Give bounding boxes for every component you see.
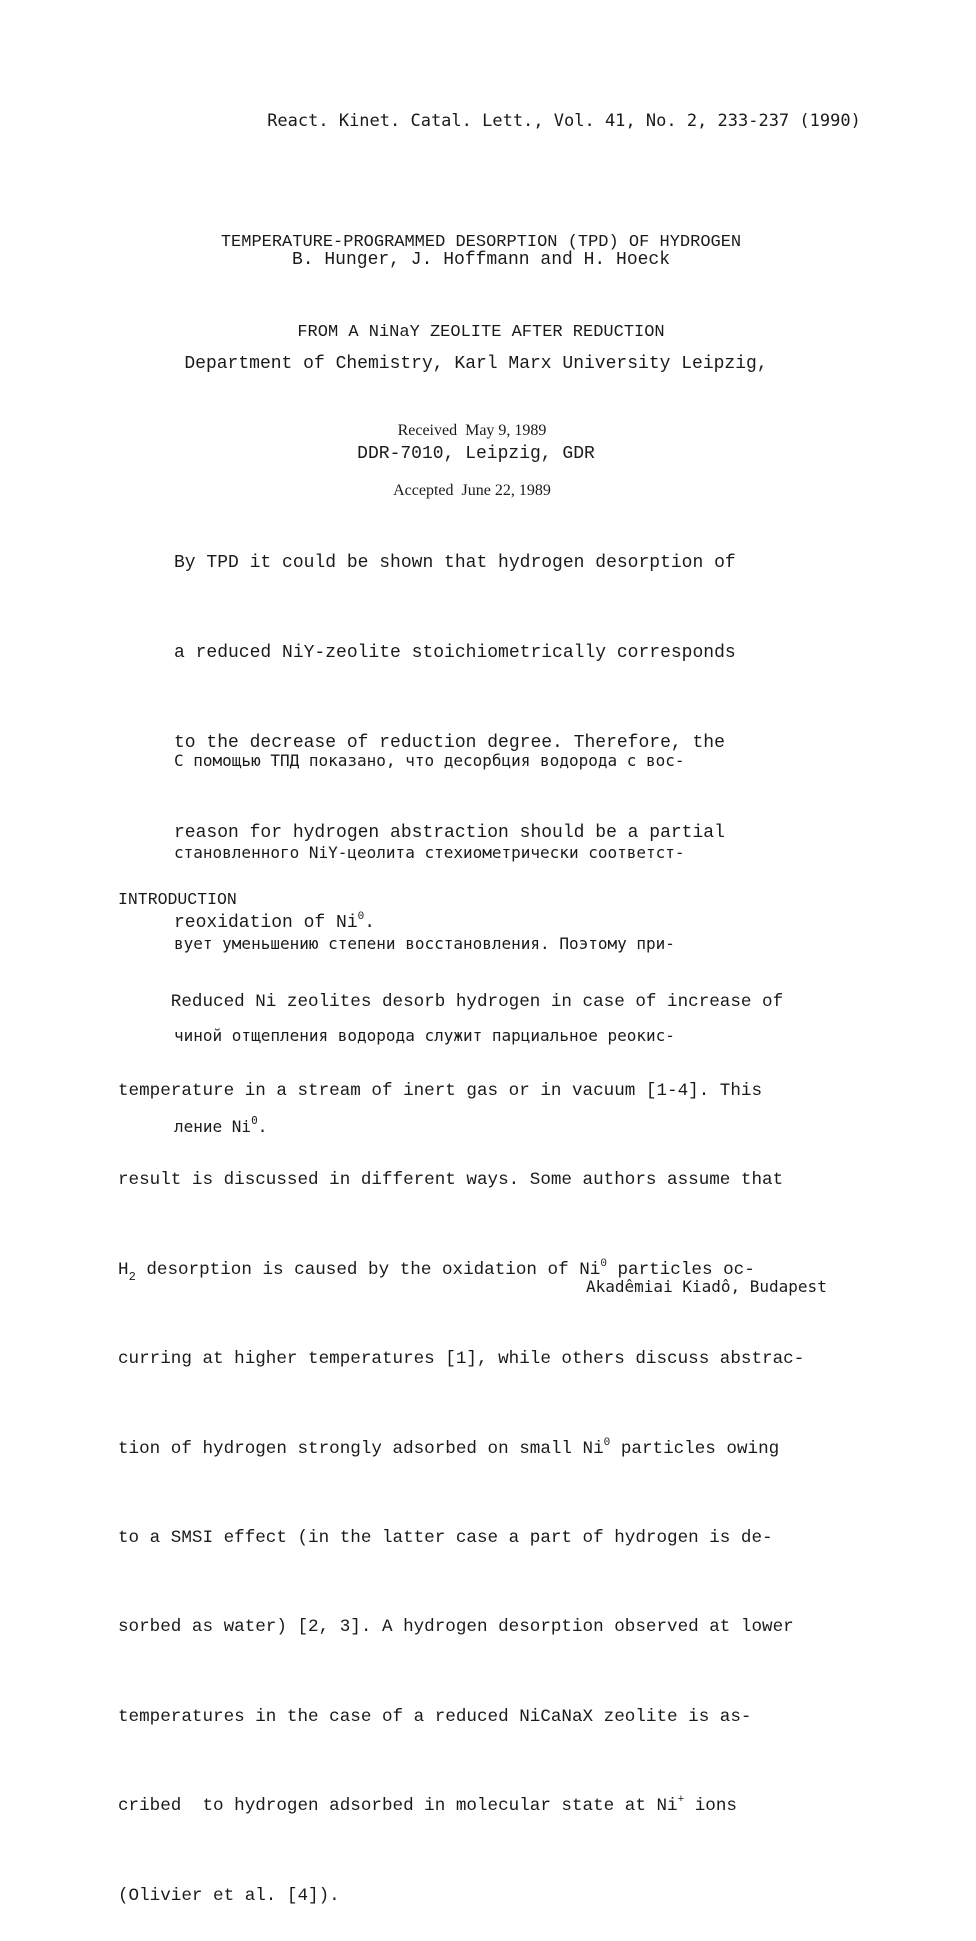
text-run: desorption is caused by the oxidation of Ni [135, 1259, 601, 1280]
intro-line: temperatures in the case of a reduced NiCaNaX zeolite is as- [118, 1706, 752, 1727]
superscript: 0 [603, 1436, 611, 1449]
text-run: particles oc- [606, 1259, 755, 1280]
title-line-1: TEMPERATURE-PROGRAMMED DESORPTION (TPD) OF HYDROGEN [220, 233, 742, 252]
title-line-2: FROM A NiNaY ZEOLITE AFTER REDUCTION [297, 323, 665, 342]
text-run: cribed to hydrogen adsorbed in molecular state at Ni [118, 1796, 678, 1817]
text-run: ions [684, 1796, 737, 1817]
affiliation-line-1: Department of Chemistry, Karl Marx University Leipzig, [184, 354, 768, 374]
superscript: 0 [600, 1257, 607, 1270]
intro-line [118, 1792, 804, 1822]
superscript: 0 [357, 911, 365, 923]
intro-line: curring at higher temperatures [1], while others discuss abstrac- [118, 1349, 805, 1370]
intro-line: to a SMSI effect (in the latter case a part of hydrogen is de- [118, 1527, 773, 1548]
superscript: 0 [251, 1114, 258, 1127]
superscript: + [677, 1794, 685, 1807]
abstract-en-line: By TPD it could be shown that hydrogen desorption of [174, 553, 736, 573]
abstract-ru-line: С помощью ТПД показано, что десорбция водорода с вос- [174, 751, 685, 770]
text-run: ление Ni [174, 1117, 252, 1136]
accepted-date: Accepted June 22, 1989 [393, 482, 551, 499]
text-run: H [118, 1259, 129, 1280]
section-heading: INTRODUCTION [118, 890, 237, 909]
intro-line [118, 1435, 804, 1465]
abstract-ru-line: вует уменьшению степени восстановления. Поэтому при- [174, 934, 675, 953]
intro-line: Reduced Ni zeolites desorb hydrogen in case of increase of [118, 991, 784, 1012]
abstract-ru-line: становленного NiY-цеолита стехиометрически соответст- [174, 842, 685, 862]
text-run: . [257, 1117, 268, 1136]
abstract-en-line: a reduced NiY-zeolite stoichiometrically corresponds [174, 643, 736, 663]
intro-line: sorbed as water) [2, 3]. A hydrogen desorption observed at lower [118, 1617, 794, 1638]
intro-line: (Olivier et al. [4]). [118, 1885, 340, 1906]
text-run: tion of hydrogen strongly adsorbed on small Ni [118, 1438, 604, 1459]
received-date: Received May 9, 1989 [397, 422, 547, 439]
abstract-en-line: reason for hydrogen abstraction should be a partial [174, 823, 725, 843]
abstract-ru-line: чиной отщепления водорода служит парциальное реокис- [174, 1025, 675, 1045]
intro-line: result is discussed in different ways. Some authors assume that [118, 1170, 784, 1191]
abstract-en-line: to the decrease of reduction degree. Therefore, the [174, 733, 725, 753]
text-run: particles owing [610, 1438, 780, 1459]
publisher-footer: Akadêmiai Kiadô, Budapest [586, 1277, 827, 1296]
author-list: B. Hunger, J. Hoffmann and H. Hoeck [291, 250, 671, 270]
subscript: 2 [128, 1269, 136, 1284]
text-run: reoxidation of Ni [174, 913, 358, 933]
text-run: . [364, 913, 376, 933]
intro-line: temperature in a stream of inert gas or in vacuum [1-4]. This [118, 1080, 763, 1101]
affiliation-line-2: DDR-7010, Leipzig, GDR [357, 444, 595, 464]
introduction-body [118, 928, 804, 1941]
journal-reference: React. Kinet. Catal. Lett., Vol. 41, No. 2, 233-237 (1990) [267, 111, 861, 131]
